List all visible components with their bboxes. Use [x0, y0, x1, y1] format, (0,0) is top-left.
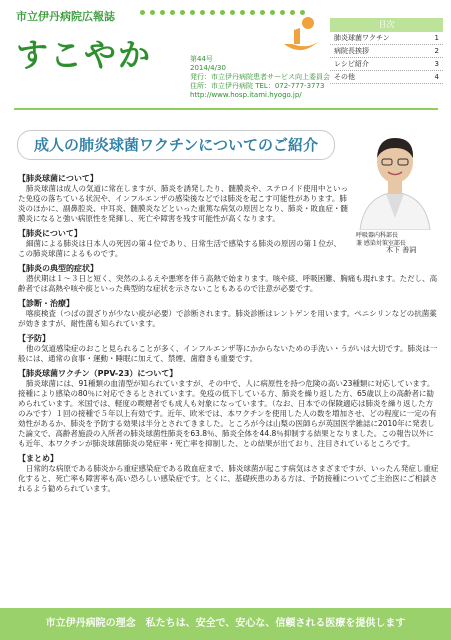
article-title: 成人の肺炎球菌ワクチンについてのご紹介 — [17, 130, 335, 160]
article-body — [18, 174, 440, 494]
section-text: 他の気道感染症のおこと見られることが多く、インフルエンザ等にかからないための手洗い・うがいは大切です。肺炎は一般には、通常の食事・運動・睡眠に加えて、禁煙、歯磨きも重要です。 — [18, 344, 438, 363]
toc-item[interactable]: 病院長挨拶 2 — [330, 45, 443, 58]
section-heading: 【肺炎の典型的症状】 — [18, 264, 98, 273]
section-heading: 【まとめ】 — [18, 454, 58, 463]
section-text: 細菌による肺炎は日本人の死因の第４位であり、日常生活で感染する肺炎の原因の第１位が、この肺炎球菌によるものです。 — [18, 239, 341, 258]
section-heading: 【肺炎球菌について】 — [18, 174, 98, 183]
newsletter-title: すこやか — [16, 36, 153, 74]
newsletter-brand: 市立伊丹病院広報誌 — [16, 10, 115, 23]
hospital-logo-icon — [280, 14, 324, 58]
issue-info — [190, 55, 330, 100]
toc-heading: 目次 — [330, 18, 443, 32]
hospital-philosophy-footer: 市立伊丹病院の理念 私たちは、安全で、安心な、信頼される医療を提供します — [0, 608, 451, 640]
section-heading: 【肺炎球菌ワクチン（PPV-23）について】 — [18, 369, 178, 378]
section-heading: 【診断・治療】 — [18, 299, 74, 308]
section-text: 日常的な病原である肺炎から重症感染症である敗血症まで、肺炎球菌が起こす病気はさまざまですが、いったん発症し重症化すると、死亡率も障害率も高い恐ろしい感染症です。とくに、基礎疾患のある方は、予防接種についてご主治医にご相談されるよう勧められています。 — [18, 464, 439, 493]
toc-item[interactable]: レシピ紹介 3 — [330, 58, 443, 71]
table-of-contents — [330, 18, 443, 84]
author-caption: 呼吸器内科部長 兼 感染対策室部長 木下 善詞 — [356, 232, 417, 254]
section-text: 肺炎球菌は成人の気道に常在しますが、肺炎を誘発したり、髄膜炎や、ステロイド使用中といった免疫の落ちている状況や、インフルエンザの感染後などでは肺炎を起こす可能性があります。肺炎のほかに、副鼻腔炎、中耳炎、髄膜炎などといった重篤な病気の原因となり、肺炎・敗血症・髄膜炎になると強い病原性を発揮し、死亡や障害を残す可能性が高くなります。 — [18, 184, 348, 223]
section-text: 喀痰検査（つばの混ざりが少ない痰が必要）で診断されます。肺炎診断はレントゲンを用います。ペニシリンなどの抗菌薬が効きますが、耐性菌も知られています。 — [18, 309, 437, 328]
divider — [14, 108, 438, 110]
publisher: 発行：市立伊丹病院患者サービス向上委員会 — [190, 73, 330, 81]
author-name: 木下 善詞 — [386, 246, 417, 254]
section-text: 潜伏期は１～３日と短く、突然のふるえや悪寒を伴う高熱で始まります。咳や痰、呼吸困難、胸痛も現れます。ただし、高齢者では高熱や咳や痰といった典型的な症状を示さないこともあるので注意が必要です。 — [18, 274, 438, 293]
toc-item[interactable]: その他 4 — [330, 71, 443, 84]
section-text: 肺炎球菌には、91種類の血清型が知られていますが、その中で、人に病原性を持つ危険の高い23種類に対応しています。接種により感染の80％に対応できるとされています。免疫の低下している方、肺炎を繰り返した方、65歳以上の高齢者に勧められています。米国では、軽度の喫煙者でも成人も対象になっています。（なお、日本での保険適応は肺炎を繰り返した方のみです）１回の接種で５年以上有効です。近年、欧米では、本ワクチンを使用した人の数を増加させ、どの程度に一定の有効性があるか、肺炎を予防する効果は半分とされてきました。ところが今は山梨の医師らが英国医学雑誌に2010年に発表した論文で、高齢者施設の入所者の肺炎球菌性肺炎を63.8％、肺炎全体を44.8％抑制する結果となりました。この報告以外にも近年、本ワクチンが肺炎球菌肺炎の発症率・死亡率を抑制した、との結果が出ており、注目されているところです。 — [18, 379, 437, 448]
section-heading: 【肺炎について】 — [18, 229, 82, 238]
website-link[interactable]: http://www.hosp.itami.hyogo.jp/ — [190, 91, 302, 99]
toc-item[interactable]: 肺炎球菌ワクチン 1 — [330, 32, 443, 45]
issue-number: 第44号 — [190, 55, 213, 63]
address: 住所：市立伊丹病院 TEL：072-777-3773 — [190, 82, 325, 90]
issue-date: 2014/4/30 — [190, 64, 226, 72]
section-heading: 【予防】 — [18, 334, 50, 343]
